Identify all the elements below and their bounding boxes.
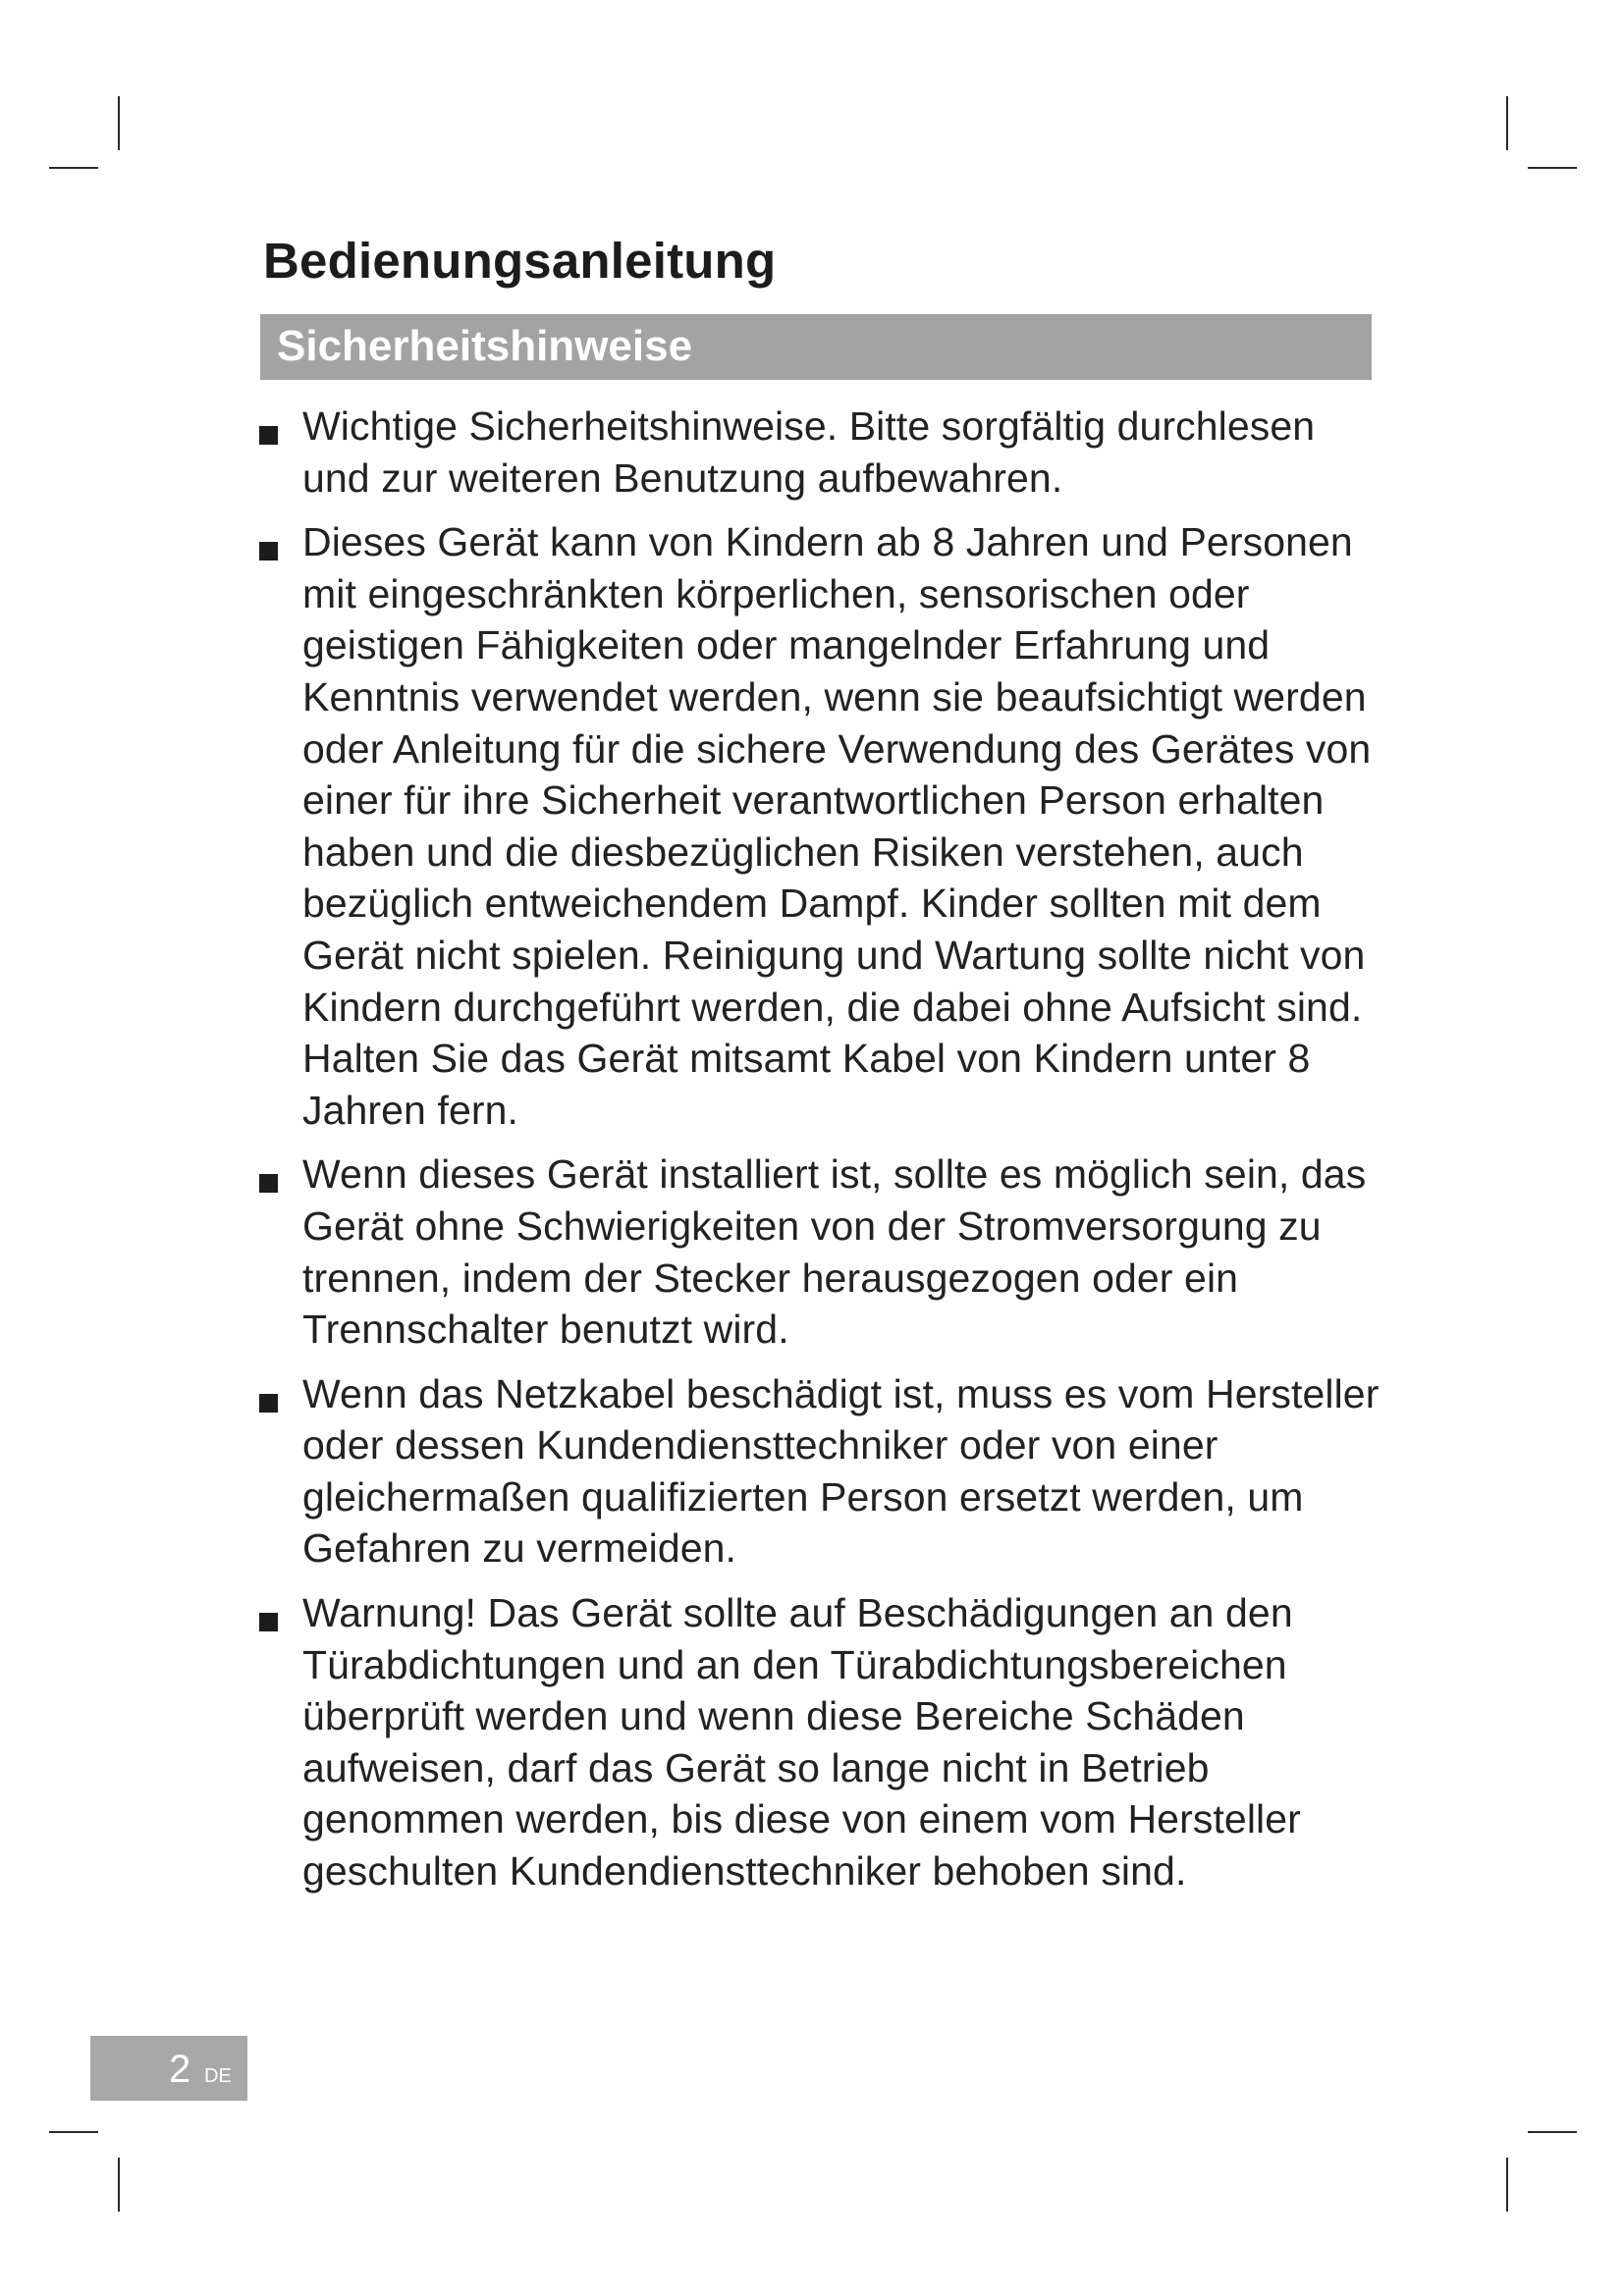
crop-mark-top-left-horizontal [49, 167, 98, 169]
list-item [255, 1368, 1384, 1575]
section-header-bar [260, 314, 1372, 380]
list-item [255, 516, 1384, 1136]
list-item-text: Wenn dieses Gerät installiert ist, sollte es möglich sein, das Gerät ohne Schwierigkeiten von der Stromversorgung zu trennen, indem der Stecker herausgezogen oder ein Trennschalter benutzt wird. [302, 1151, 1367, 1353]
list-item-text: Wichtige Sicherheitshinweise. Bitte sorgfältig durchlesen und zur weiteren Benutzung aufbewahren. [302, 403, 1316, 501]
crop-mark-top-left-vertical [118, 96, 120, 150]
square-bullet-icon [259, 1394, 278, 1413]
crop-mark-bottom-left-horizontal [49, 2131, 98, 2133]
square-bullet-icon [259, 426, 278, 445]
crop-mark-bottom-left-vertical [118, 2158, 120, 2212]
section-title: Sicherheitshinweise [277, 322, 693, 370]
square-bullet-icon [259, 1613, 278, 1631]
list-item [255, 1148, 1384, 1355]
list-item-text: Wenn das Netzkabel beschädigt ist, muss es vom Hersteller oder dessen Kundendiensttechniker oder von einer gleichermaßen qualifizierten Person ersetzt werden, um Gefahren zu vermeiden. [302, 1370, 1380, 1572]
list-item-text: Dieses Gerät kann von Kindern ab 8 Jahren und Personen mit eingeschränkten körperlichen, sensorischen oder geistigen Fähigkeiten oder mangelnder Erfahrung und Kenntnis verwendet werden, wenn sie beaufsichtigt werden oder Anleitung für die sichere Verwendung des Gerätes von einer für ihre Sicherheit verantwortlichen Person erhalten haben und die diesbezüglichen Risiken verstehen, auch bezüglich entweichendem Dampf. Kinder sollten mit dem Gerät nicht spielen. Reinigung und Wartung sollte nicht von Kindern durchgeführt werden, die dabei ohne Aufsicht sind. Halten Sie das Gerät mitsamt Kabel von Kindern unter 8 Jahren fern. [302, 519, 1372, 1133]
safety-instructions-list [255, 400, 1384, 1910]
list-item-text: Warnung! Das Gerät sollte auf Beschädigungen an den Türabdichtungen und an den Türabdichtungsbereichen überprüft werden und wenn diese Bereiche Schäden aufweisen, darf das Gerät so lange nicht in Betrieb genommen werden, bis diese von einem vom Hersteller geschulten Kundendiensttechniker behoben sind. [302, 1590, 1301, 1895]
page-language: DE [204, 2065, 232, 2087]
list-item [255, 400, 1384, 504]
crop-mark-bottom-right-horizontal [1528, 2131, 1577, 2133]
page-title: Bedienungsanleitung [263, 233, 777, 289]
square-bullet-icon [259, 542, 278, 561]
crop-mark-top-right-horizontal [1528, 167, 1577, 169]
crop-mark-top-right-vertical [1506, 96, 1508, 150]
square-bullet-icon [259, 1174, 278, 1193]
page-number-tab [90, 2036, 247, 2101]
page-number: 2 [169, 2048, 191, 2091]
crop-mark-bottom-right-vertical [1506, 2158, 1508, 2212]
list-item [255, 1587, 1384, 1897]
